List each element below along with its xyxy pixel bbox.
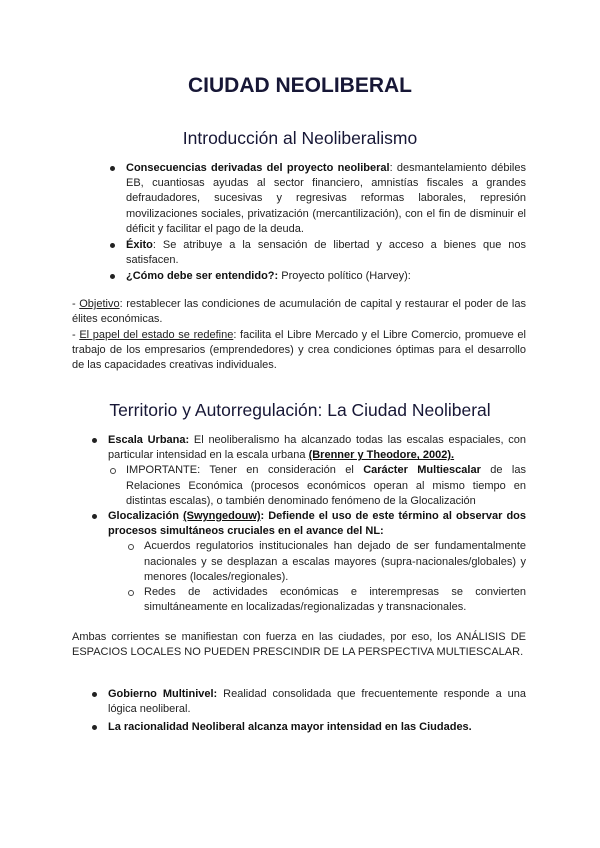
bullet-text: : Se atribuye a la sensación de libertad y acceso a bienes que nos satisfacen. (126, 239, 526, 267)
dash: - (72, 329, 80, 341)
list-item (144, 585, 526, 615)
list-item (108, 509, 526, 615)
term-multiescalar: Carácter Multiescalar (363, 464, 481, 477)
paragraph-text: : facilita el Libre Mercado y el Libre Comercio, promueve el trabajo de los empresarios (emprendedores) y crea condiciones óptimas para el desarrollo de las capacidades creativas individuales. (72, 329, 526, 372)
bullet-text: El neoliberalismo ha alcanzado todas las escalas espaciales, con particular intensidad en la escala urbana (108, 434, 526, 462)
circle-bullet-icon (110, 468, 116, 474)
intro-bullet-list (126, 161, 526, 285)
term-papel-estado: El papel del estado se redefine (79, 329, 234, 341)
sub-text: IMPORTANTE: Tener en consideración el (126, 464, 364, 477)
sub-list (144, 539, 526, 615)
list-item (108, 433, 526, 509)
sub-text: Redes de actividades económicas e interempresas se convierten simultáneamente en localizadas/regionalizadas y transnacionales. (144, 586, 526, 614)
closing-bullet-list (108, 687, 526, 736)
dash: - (72, 298, 80, 310)
bullet-text: La racionalidad Neoliberal alcanza mayor intensidad en las Ciudades. (108, 721, 472, 734)
list-item (108, 720, 526, 735)
paragraph-objetivo (72, 297, 526, 327)
paragraph-papel-estado (72, 328, 526, 374)
page-title: CIUDAD NEOLIBERAL (188, 74, 412, 97)
sub-list (126, 463, 526, 509)
list-item (126, 238, 526, 268)
bullet-icon (92, 692, 97, 697)
list-item (144, 539, 526, 585)
term-objetivo: Objetivo (79, 298, 120, 310)
section-heading-territorio: Territorio y Autorregulación: La Ciudad Neoliberal (109, 400, 491, 420)
territorio-bullet-list (108, 433, 526, 615)
paragraph-text: : restablecer las condiciones de acumulación de capital y restaurar el poder de las élites económicas. (72, 298, 526, 326)
circle-bullet-icon (128, 590, 134, 596)
bullet-term: Gobierno Multinivel: (108, 688, 218, 700)
sub-text: de las Relaciones Económica (procesos económicos operan al mismo tiempo en distintas escalas), o también denominado fenómeno de la Glocalización (126, 464, 526, 507)
list-item (126, 161, 526, 237)
bullet-icon (92, 725, 97, 730)
bullet-text: : desmantelamiento débiles EB, cuantiosas ayudas al sector financiero, amnistías fiscales a grandes defraudadores, sucesivas y regresivas reformas laborales, represión movilizaciones sociales, privatización (mercantilización), con el fin de disminuir el déficit y facilitar el pago de la deuda. (126, 162, 526, 235)
bullet-icon (110, 166, 115, 171)
bullet-icon (92, 438, 97, 443)
sub-text: Acuerdos regulatorios institucionales han dejado de ser fundamentalmente nacionales y se desplazan a escalas mayores (supra-nacionales/globales) y menores (locales/regionales). (144, 540, 526, 583)
list-item (126, 269, 526, 284)
bullet-text: : Defiende el uso de este término al observar dos procesos simultáneos cruciales en el avance del NL: (108, 510, 526, 538)
paragraph-ambas-corrientes: Ambas corrientes se manifiestan con fuerza en las ciudades, por eso, los ANÁLISIS DE ESPACIOS LOCALES NO PUEDEN PRESCINDIR DE LA PERSPECTIVA MULTIESCALAR. (72, 631, 526, 659)
reference-swyngedouw: (Swyngedouw) (182, 510, 261, 523)
bullet-icon (92, 514, 97, 519)
bullet-icon (110, 243, 115, 248)
circle-bullet-icon (128, 544, 134, 550)
list-item (126, 463, 526, 509)
bullet-icon (110, 274, 115, 279)
bullet-text: Proyecto político (Harvey): (278, 270, 411, 283)
bullet-term: Glocalización (108, 510, 183, 523)
bullet-term: Consecuencias derivadas del proyecto neoliberal (126, 162, 390, 174)
bullet-text: Realidad consolidada que frecuentemente responde a una lógica neoliberal. (108, 688, 526, 716)
list-item (108, 687, 526, 717)
section-heading-introduccion: Introducción al Neoliberalismo (182, 128, 418, 148)
bullet-term: ¿Cómo debe ser entendido?: (126, 270, 279, 283)
reference-brenner: (Brenner y Theodore, 2002). (308, 449, 455, 462)
bullet-term: Escala Urbana: (108, 434, 190, 446)
bullet-term: Éxito (126, 239, 153, 252)
